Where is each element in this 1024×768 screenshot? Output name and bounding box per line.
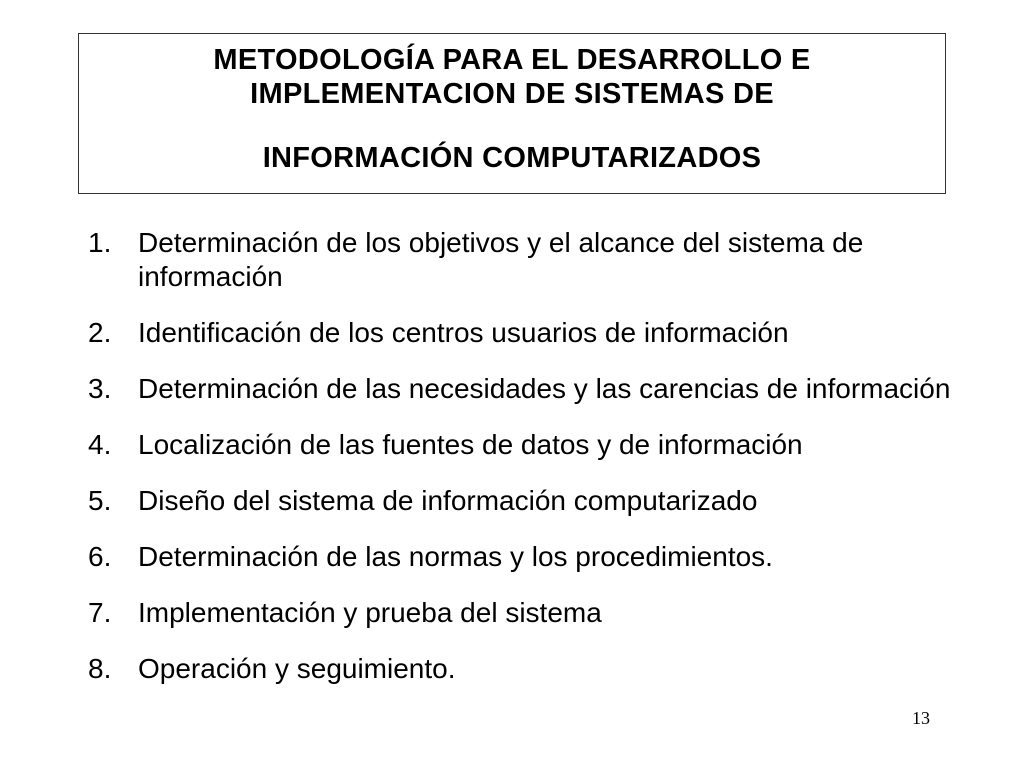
list-item: [88, 596, 988, 630]
page-number: 13: [912, 708, 930, 728]
item-number: 8.: [88, 653, 112, 684]
item-text: Diseño del sistema de información computarizado: [138, 485, 758, 516]
list-item: [88, 652, 988, 686]
list-item: [88, 316, 988, 350]
item-number: 6.: [88, 541, 112, 572]
list-item: [88, 484, 988, 518]
title-line-2: IMPLEMENTACION DE SISTEMAS DE: [250, 78, 774, 110]
item-text: Determinación de las normas y los procedimientos.: [138, 541, 773, 572]
title-line-1: METODOLOGÍA PARA EL DESARROLLO E: [213, 44, 811, 76]
item-number: 3.: [88, 373, 112, 404]
item-text: Determinación de los objetivos y el alcance del sistema de información: [138, 227, 864, 292]
item-number: 7.: [88, 597, 112, 628]
item-number: 5.: [88, 485, 112, 516]
item-number: 4.: [88, 429, 112, 460]
item-text: Implementación y prueba del sistema: [138, 597, 602, 628]
item-text: Identificación de los centros usuarios de información: [138, 317, 789, 348]
list-item: [88, 428, 988, 462]
title-line-3: INFORMACIÓN COMPUTARIZADOS: [262, 142, 762, 174]
item-text: Localización de las fuentes de datos y de información: [138, 429, 803, 460]
item-number: 2.: [88, 317, 112, 348]
methodology-steps-list: [88, 226, 988, 708]
title-box: [78, 33, 946, 194]
item-text: Operación y seguimiento.: [138, 653, 456, 684]
item-number: 1.: [88, 227, 112, 258]
item-text: Determinación de las necesidades y las carencias de información: [138, 373, 951, 404]
list-item: [88, 226, 988, 294]
list-item: [88, 372, 988, 406]
list-item: [88, 540, 988, 574]
